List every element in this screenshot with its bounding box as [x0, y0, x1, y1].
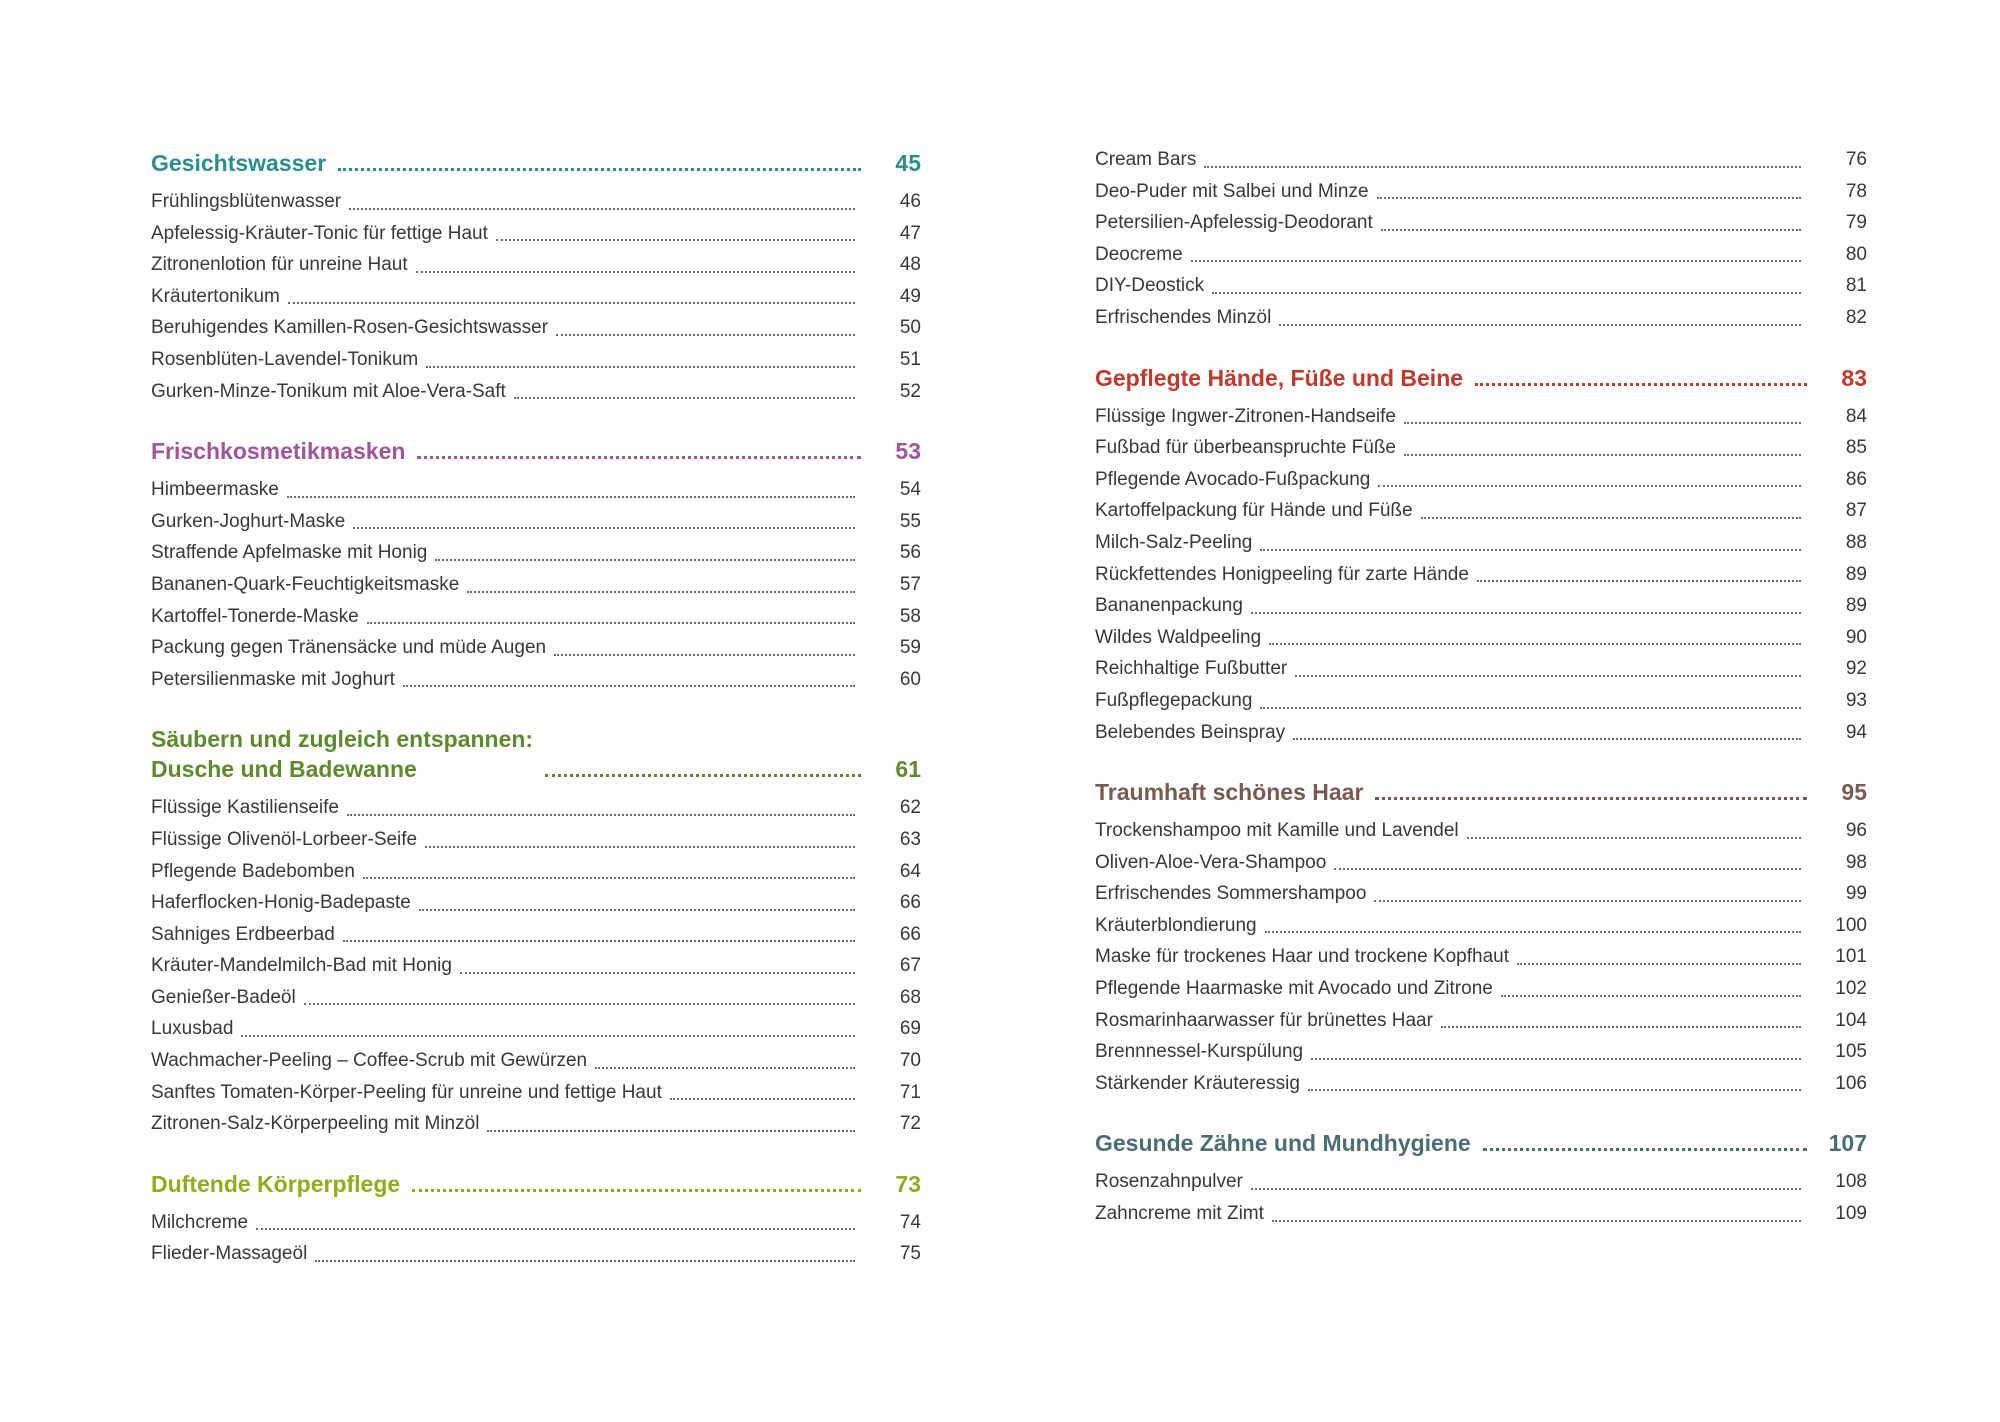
entry-title: Kartoffel-Tonerde-Maske — [151, 605, 359, 627]
entry-page-number: 69 — [899, 1018, 921, 1040]
toc-entry[interactable] — [151, 632, 921, 664]
section-title: Duftende Körperpflege — [151, 1170, 401, 1197]
section-title: Frischkosmetikmasken — [151, 438, 406, 465]
toc-entry[interactable] — [151, 569, 921, 601]
entry-title: Kartoffelpackung für Hände und Füße — [1095, 500, 1413, 522]
section-page-number: 95 — [1841, 779, 1867, 806]
dot-leader — [287, 496, 855, 498]
entry-page-number: 68 — [899, 986, 921, 1008]
dot-leader — [419, 909, 855, 911]
toc-entry[interactable] — [1095, 622, 1867, 654]
toc-entry[interactable] — [151, 186, 921, 218]
section-page-number: 73 — [895, 1170, 921, 1197]
entry-page-number: 94 — [1845, 721, 1867, 743]
dot-leader — [1374, 900, 1801, 902]
entry-page-number: 99 — [1845, 883, 1867, 905]
dot-leader — [403, 685, 855, 687]
toc-section — [151, 148, 921, 407]
entry-title: Flüssige Kastilienseife — [151, 797, 339, 819]
entry-page-number: 84 — [1845, 405, 1867, 427]
dot-leader — [1467, 837, 1801, 839]
dot-leader — [1191, 260, 1801, 262]
entry-title: Kräuterblondierung — [1095, 914, 1257, 936]
dot-leader — [347, 814, 855, 816]
entry-page-number: 89 — [1845, 595, 1867, 617]
toc-entry[interactable] — [151, 506, 921, 538]
toc-entry[interactable] — [151, 792, 921, 824]
entry-page-number: 108 — [1835, 1171, 1867, 1193]
toc-entry[interactable] — [151, 1238, 921, 1270]
section-title: Gepflegte Hände, Füße und Beine — [1095, 364, 1464, 391]
entry-page-number: 55 — [899, 510, 921, 532]
dot-leader — [416, 271, 855, 273]
section-page-number: 107 — [1828, 1130, 1867, 1157]
dot-leader — [1260, 707, 1801, 709]
entry-page-number: 60 — [899, 668, 921, 690]
dot-leader — [1517, 963, 1801, 965]
dot-leader — [435, 559, 855, 561]
toc-section — [1095, 777, 1867, 1099]
dot-leader — [1483, 1148, 1807, 1151]
entry-page-number: 71 — [899, 1081, 921, 1103]
entry-page-number: 51 — [899, 348, 921, 370]
entry-title: Flüssige Ingwer-Zitronen-Handseife — [1095, 405, 1396, 427]
dot-leader — [460, 972, 855, 974]
toc-entry[interactable] — [151, 1045, 921, 1077]
entry-page-number: 56 — [899, 542, 921, 564]
dot-leader — [1272, 1220, 1801, 1222]
entry-page-number: 92 — [1845, 658, 1867, 680]
entry-page-number: 81 — [1845, 275, 1867, 297]
section-heading[interactable] — [1095, 1128, 1867, 1158]
entry-title: Sahniges Erdbeerbad — [151, 923, 335, 945]
section-title: Traumhaft schönes Haar — [1095, 779, 1364, 806]
dot-leader — [1381, 229, 1801, 231]
entry-page-number: 105 — [1835, 1041, 1867, 1063]
toc-entry[interactable] — [151, 664, 921, 696]
entry-title: Deocreme — [1095, 243, 1183, 265]
dot-leader — [1404, 454, 1801, 456]
entry-title: Himbeermaske — [151, 479, 279, 501]
dot-leader — [1279, 324, 1801, 326]
dot-leader — [412, 1189, 861, 1192]
entry-title: Bananen-Quark-Feuchtigkeitsmaske — [151, 573, 460, 595]
toc-entry[interactable] — [1095, 270, 1867, 302]
section-heading[interactable] — [151, 148, 921, 178]
entry-title: Wildes Waldpeeling — [1095, 626, 1262, 648]
entry-title: Sanftes Tomaten-Körper-Peeling für unreine und fettige Haut — [151, 1081, 662, 1103]
entry-title: Milchcreme — [151, 1211, 249, 1233]
entry-title: Fußpflegepackung — [1095, 689, 1253, 711]
toc-entry[interactable] — [151, 376, 921, 408]
toc-entry[interactable] — [1095, 1068, 1867, 1100]
toc-section — [1095, 1128, 1867, 1229]
entry-title: Reichhaltige Fußbutter — [1095, 658, 1288, 680]
toc-entry[interactable] — [1095, 432, 1867, 464]
section-heading[interactable] — [151, 724, 921, 784]
entry-page-number: 58 — [899, 605, 921, 627]
toc-section — [151, 1169, 921, 1270]
toc-entry[interactable] — [151, 312, 921, 344]
entry-page-number: 75 — [899, 1243, 921, 1265]
toc-entry[interactable] — [1095, 527, 1867, 559]
dot-leader — [1311, 1058, 1801, 1060]
entry-title: Flieder-Massageöl — [151, 1243, 308, 1265]
dot-leader — [1334, 868, 1801, 870]
toc-entry[interactable] — [151, 824, 921, 856]
dot-leader — [1293, 738, 1801, 740]
entry-page-number: 104 — [1835, 1009, 1867, 1031]
entry-page-number: 102 — [1835, 978, 1867, 1000]
dot-leader — [487, 1130, 855, 1132]
toc-entry[interactable] — [151, 1013, 921, 1045]
toc-entry[interactable] — [1095, 176, 1867, 208]
dot-leader — [1421, 517, 1801, 519]
entry-title: Gurken-Minze-Tonikum mit Aloe-Vera-Saft — [151, 380, 506, 402]
dot-leader — [1204, 166, 1801, 168]
dot-leader — [1251, 1188, 1801, 1190]
entry-page-number: 100 — [1835, 914, 1867, 936]
toc-entry[interactable] — [1095, 495, 1867, 527]
section-page-number: 83 — [1841, 364, 1867, 391]
toc-entry[interactable] — [1095, 973, 1867, 1005]
toc-entry[interactable] — [151, 249, 921, 281]
dot-leader — [1441, 1026, 1801, 1028]
toc-entry[interactable] — [151, 601, 921, 633]
dot-leader — [514, 397, 855, 399]
entry-page-number: 64 — [899, 860, 921, 882]
entry-title: Pflegende Avocado-Fußpackung — [1095, 468, 1371, 490]
entry-title: DIY-Deostick — [1095, 275, 1205, 297]
section-page-number: 45 — [895, 150, 921, 176]
entry-title: Luxusbad — [151, 1018, 234, 1040]
dot-leader — [304, 1003, 855, 1005]
section-title-line1: Säubern und zugleich entspannen: — [151, 726, 534, 753]
entry-title: Zitronenlotion für unreine Haut — [151, 254, 408, 276]
entry-title: Frühlingsblütenwasser — [151, 191, 342, 212]
dot-leader — [1260, 549, 1801, 551]
dot-leader — [1477, 580, 1801, 582]
entry-page-number: 54 — [899, 479, 921, 501]
entry-title: Oliven-Aloe-Vera-Shampoo — [1095, 851, 1327, 873]
toc-entry[interactable] — [1095, 144, 1867, 176]
toc-section — [1095, 363, 1867, 749]
section-page-number: 53 — [895, 438, 921, 465]
dot-leader — [343, 940, 855, 942]
entry-title: Bananenpackung — [1095, 595, 1243, 617]
entry-title: Cream Bars — [1095, 149, 1197, 170]
entry-title: Rückfettendes Honigpeeling für zarte Hände — [1095, 563, 1469, 585]
toc-left-column — [151, 148, 921, 1299]
entry-page-number: 48 — [899, 254, 921, 276]
dot-leader — [556, 334, 855, 336]
dot-leader — [256, 1228, 855, 1230]
entry-title: Stärkender Kräuteressig — [1095, 1072, 1300, 1094]
section-title: Gesichtswasser — [151, 150, 327, 176]
entry-page-number: 66 — [899, 892, 921, 914]
dot-leader — [1251, 612, 1801, 614]
toc-entry[interactable] — [151, 1077, 921, 1109]
entry-page-number: 57 — [899, 573, 921, 595]
entry-title: Petersilien-Apfelessig-Deodorant — [1095, 212, 1373, 234]
toc-section — [151, 436, 921, 695]
toc-entry[interactable] — [1095, 847, 1867, 879]
entry-page-number: 90 — [1845, 626, 1867, 648]
toc-entry[interactable] — [151, 1108, 921, 1140]
dot-leader — [1377, 197, 1801, 199]
toc-entry[interactable] — [1095, 1005, 1867, 1037]
dot-leader — [595, 1067, 855, 1069]
dot-leader — [1375, 797, 1807, 800]
entry-page-number: 47 — [899, 222, 921, 244]
entry-page-number: 70 — [899, 1050, 921, 1072]
toc-entry[interactable] — [1095, 590, 1867, 622]
toc-entry[interactable] — [151, 856, 921, 888]
dot-leader — [467, 591, 855, 593]
dot-leader — [1404, 422, 1801, 424]
entry-page-number: 85 — [1845, 437, 1867, 459]
dot-leader — [417, 456, 861, 459]
toc-section — [151, 724, 921, 1140]
entry-page-number: 63 — [899, 828, 921, 850]
dot-leader — [363, 877, 855, 879]
entry-title: Straffende Apfelmaske mit Honig — [151, 542, 428, 564]
entry-title: Zahncreme mit Zimt — [1095, 1203, 1264, 1225]
toc-entry[interactable] — [1095, 1036, 1867, 1068]
toc-entry[interactable] — [1095, 464, 1867, 496]
entry-title: Erfrischendes Minzöl — [1095, 306, 1272, 328]
toc-entry[interactable] — [151, 982, 921, 1014]
entry-page-number: 96 — [1845, 820, 1867, 842]
dot-leader — [554, 654, 855, 656]
entry-title: Apfelessig-Kräuter-Tonic für fettige Haut — [151, 222, 488, 244]
entry-title: Kräuter-Mandelmilch-Bad mit Honig — [151, 955, 452, 977]
entry-title: Haferflocken-Honig-Badepaste — [151, 892, 411, 914]
entry-page-number: 93 — [1845, 689, 1867, 711]
dot-leader — [1269, 643, 1801, 645]
toc-right-column — [1095, 148, 1867, 1259]
dot-leader — [288, 302, 855, 304]
entry-title: Zitronen-Salz-Körperpeeling mit Minzöl — [151, 1113, 480, 1135]
entry-page-number: 52 — [899, 380, 921, 402]
toc-continued-entries — [1095, 144, 1867, 334]
toc-entry[interactable] — [151, 919, 921, 951]
section-heading[interactable] — [151, 436, 921, 466]
entry-page-number: 109 — [1835, 1203, 1867, 1225]
entry-title: Belebendes Beinspray — [1095, 721, 1286, 743]
entry-page-number: 76 — [1845, 149, 1867, 170]
dot-leader — [1475, 383, 1807, 386]
toc-entry[interactable] — [1095, 941, 1867, 973]
toc-entry[interactable] — [1095, 559, 1867, 591]
toc-entry[interactable] — [1095, 207, 1867, 239]
toc-entry[interactable] — [1095, 302, 1867, 334]
dot-leader — [1501, 995, 1801, 997]
dot-leader — [670, 1098, 855, 1100]
entry-title: Genießer-Badeöl — [151, 986, 296, 1008]
toc-entry[interactable] — [1095, 1198, 1867, 1230]
entry-page-number: 82 — [1845, 306, 1867, 328]
entry-title: Petersilienmaske mit Joghurt — [151, 668, 395, 690]
toc-entry[interactable] — [1095, 239, 1867, 271]
entry-page-number: 74 — [899, 1211, 921, 1233]
dot-leader — [1308, 1089, 1801, 1091]
entry-title: Flüssige Olivenöl-Lorbeer-Seife — [151, 828, 418, 850]
dot-leader — [425, 846, 855, 848]
toc-entry[interactable] — [1095, 1166, 1867, 1198]
dot-leader — [426, 366, 855, 368]
entry-title: Fußbad für überbeanspruchte Füße — [1095, 437, 1397, 459]
entry-title: Pflegende Haarmaske mit Avocado und Zitrone — [1095, 978, 1493, 1000]
dot-leader — [241, 1035, 855, 1037]
section-heading[interactable] — [1095, 363, 1867, 393]
dot-leader — [1212, 292, 1801, 294]
entry-page-number: 86 — [1845, 468, 1867, 490]
section-title: Gesunde Zähne und Mundhygiene — [1095, 1130, 1471, 1157]
entry-page-number: 66 — [899, 923, 921, 945]
entry-title: Erfrischendes Sommershampoo — [1095, 883, 1367, 905]
entry-title: Maske für trockenes Haar und trockene Kopfhaut — [1095, 946, 1510, 968]
toc-entry[interactable] — [1095, 685, 1867, 717]
toc-entry[interactable] — [151, 887, 921, 919]
dot-leader — [349, 208, 855, 210]
section-heading[interactable] — [151, 1169, 921, 1199]
entry-title: Wachmacher-Peeling – Coffee-Scrub mit Gewürzen — [151, 1050, 588, 1072]
entry-title: Kräutertonikum — [151, 285, 280, 307]
toc-entry[interactable] — [151, 344, 921, 376]
toc-entry[interactable] — [151, 1207, 921, 1239]
toc-entry[interactable] — [151, 218, 921, 250]
entry-page-number: 106 — [1835, 1072, 1867, 1094]
entry-page-number: 72 — [899, 1113, 921, 1135]
dot-leader — [1295, 675, 1801, 677]
entry-title: Deo-Puder mit Salbei und Minze — [1095, 180, 1369, 202]
dot-leader — [315, 1260, 855, 1262]
toc-entry[interactable] — [151, 281, 921, 313]
section-title: Dusche und Badewanne — [151, 756, 417, 783]
toc-entry[interactable] — [151, 950, 921, 982]
toc-entry[interactable] — [1095, 878, 1867, 910]
entry-page-number: 88 — [1845, 531, 1867, 553]
entry-title: Trockenshampoo mit Kamille und Lavendel — [1095, 820, 1459, 842]
dot-leader — [496, 239, 855, 241]
dot-leader — [1378, 485, 1801, 487]
entry-page-number: 59 — [899, 637, 921, 659]
toc-entry[interactable] — [1095, 401, 1867, 433]
section-page-number: 61 — [895, 756, 921, 783]
entry-page-number: 50 — [899, 317, 921, 339]
entry-page-number: 79 — [1845, 212, 1867, 234]
entry-page-number: 87 — [1845, 500, 1867, 522]
entry-title: Beruhigendes Kamillen-Rosen-Gesichtswasser — [151, 317, 549, 339]
entry-title: Rosenzahnpulver — [1095, 1171, 1243, 1193]
entry-page-number: 67 — [899, 955, 921, 977]
dot-leader — [545, 774, 861, 777]
entry-title: Gurken-Joghurt-Maske — [151, 510, 346, 532]
entry-page-number: 62 — [899, 797, 921, 819]
dot-leader — [367, 622, 855, 624]
entry-page-number: 89 — [1845, 563, 1867, 585]
entry-title: Rosmarinhaarwasser für brünettes Haar — [1095, 1009, 1433, 1031]
entry-title: Packung gegen Tränensäcke und müde Augen — [151, 637, 547, 659]
entry-title: Milch-Salz-Peeling — [1095, 531, 1253, 553]
toc-entry[interactable] — [1095, 910, 1867, 942]
entry-page-number: 98 — [1845, 851, 1867, 873]
toc-entry[interactable] — [1095, 653, 1867, 685]
entry-title: Brennnessel-Kurspülung — [1095, 1041, 1304, 1063]
toc-entry[interactable] — [151, 474, 921, 506]
entry-page-number: 46 — [899, 191, 921, 212]
toc-entry[interactable] — [151, 537, 921, 569]
entry-page-number: 80 — [1845, 243, 1867, 265]
entry-title: Rosenblüten-Lavendel-Tonikum — [151, 348, 419, 370]
section-heading[interactable] — [1095, 777, 1867, 807]
entry-page-number: 78 — [1845, 180, 1867, 202]
entry-page-number: 101 — [1835, 946, 1867, 968]
entry-page-number: 49 — [899, 285, 921, 307]
dot-leader — [353, 527, 855, 529]
dot-leader — [338, 168, 861, 171]
dot-leader — [1265, 931, 1801, 933]
toc-entry[interactable] — [1095, 815, 1867, 847]
entry-title: Pflegende Badebomben — [151, 860, 355, 882]
toc-entry[interactable] — [1095, 717, 1867, 749]
